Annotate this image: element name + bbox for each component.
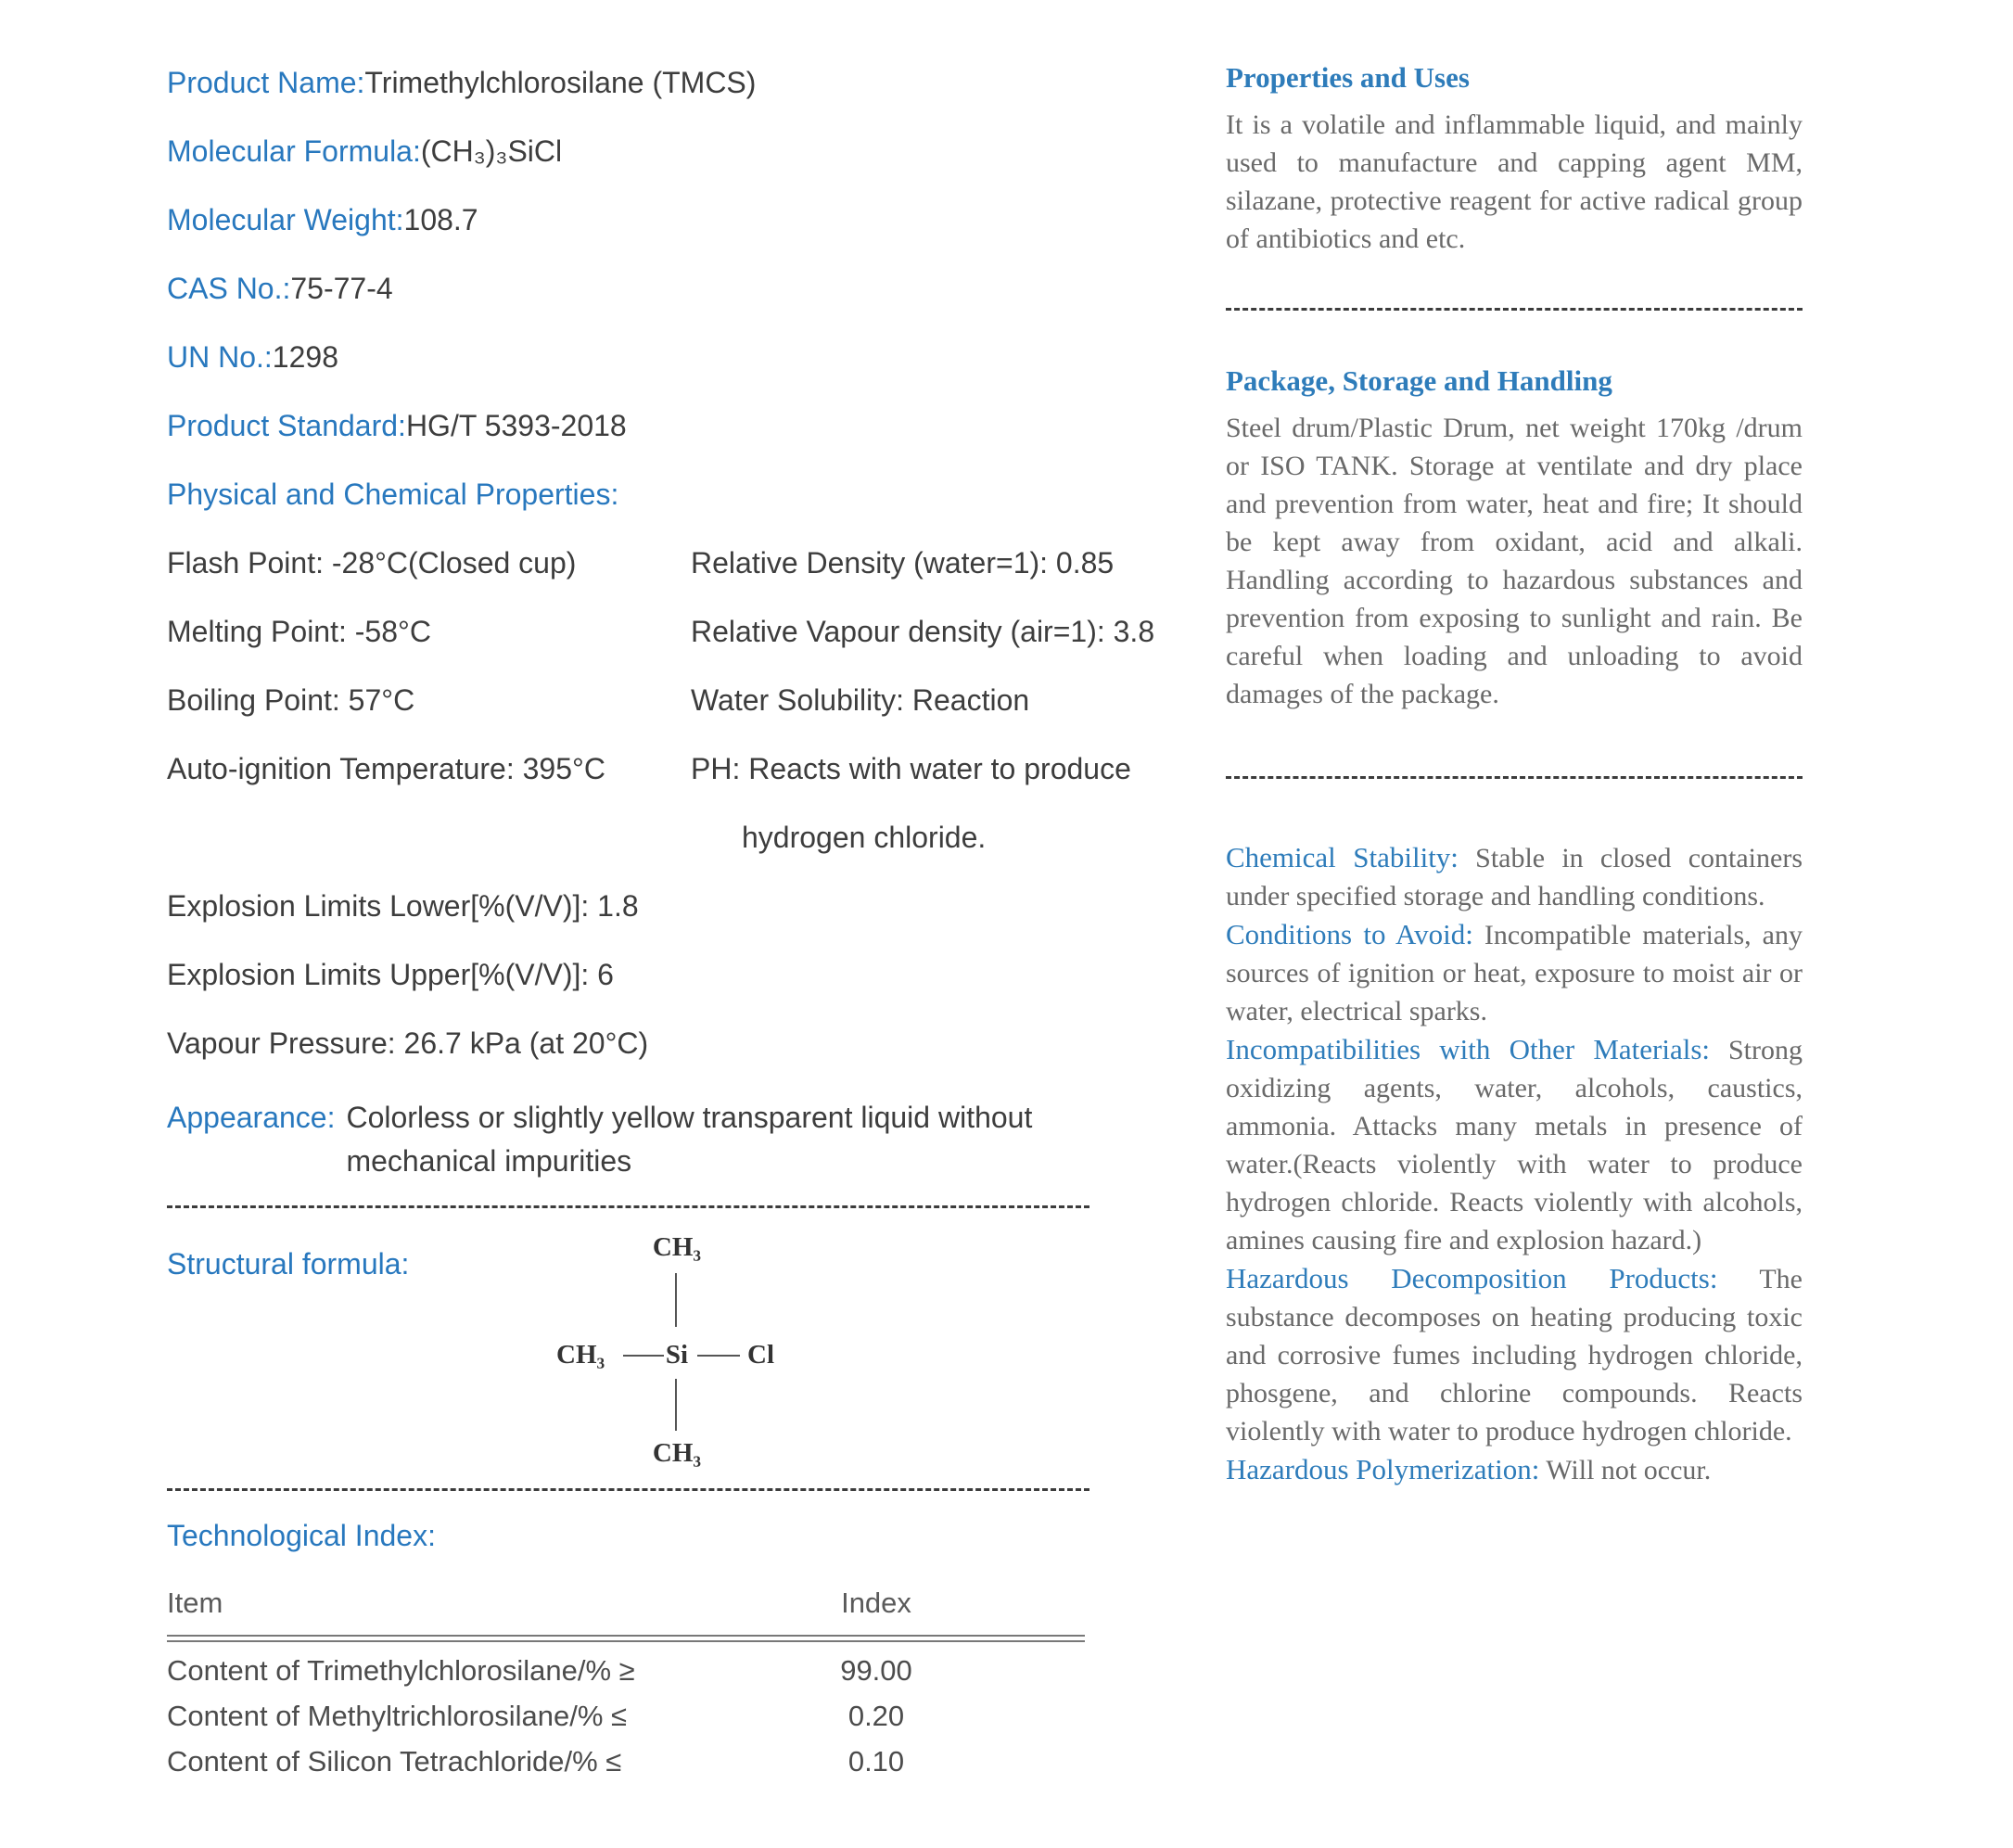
- chemical-stability-paragraph: [1226, 838, 1803, 915]
- vapour-pressure: Vapour Pressure: 26.7 kPa (at 20°C): [167, 1026, 649, 1060]
- table-header-row: [167, 1587, 1085, 1620]
- molecular-weight-label: Molecular Weight:: [167, 203, 404, 236]
- conditions-to-avoid-paragraph: [1226, 915, 1803, 1030]
- structural-formula-diagram: [556, 1232, 797, 1472]
- appearance-row: [167, 1096, 1205, 1183]
- molecular-formula-value: (CH₃)₃SiCl: [420, 134, 563, 168]
- water-solubility: Water Solubility: Reaction: [691, 683, 1030, 717]
- incompatibilities-label: Incompatibilities with Other Materials:: [1226, 1033, 1711, 1065]
- phys-row-flash: [167, 547, 1205, 579]
- stability-section: [1226, 838, 1803, 1489]
- hazardous-polymerization-paragraph: [1226, 1450, 1803, 1489]
- flash-point: Flash Point: -28°C(Closed cup): [167, 546, 577, 580]
- atom-ch3-bottom: CH₃: [652, 1438, 702, 1468]
- left-column: [167, 67, 1205, 1778]
- technological-index-header: Technological Index:: [167, 1519, 436, 1552]
- auto-ignition-temperature: Auto-ignition Temperature: 395°C: [167, 752, 605, 785]
- structural-formula-label: Structural formula:: [167, 1247, 410, 1281]
- table-double-rule: [167, 1635, 1085, 1642]
- product-name-row: [167, 67, 1205, 98]
- right-column: [1226, 61, 1803, 1489]
- index-methyltrichlorosilane: 0.20: [847, 1700, 905, 1732]
- explosion-limits-upper: Explosion Limits Upper[%(V/V)]: 6: [167, 958, 614, 991]
- boiling-point: Boiling Point: 57°C: [167, 683, 415, 717]
- product-standard-value: HG/T 5393-2018: [405, 409, 627, 442]
- relative-vapour-density: Relative Vapour density (air=1): 3.8: [691, 615, 1155, 648]
- technological-index-table: [167, 1587, 1085, 1778]
- hazardous-decomposition-paragraph: [1226, 1259, 1803, 1450]
- hazardous-polymerization-label: Hazardous Polymerization:: [1226, 1453, 1540, 1485]
- column-header-index: Index: [841, 1587, 911, 1619]
- dashed-separator: [1226, 308, 1803, 311]
- cas-no-row: [167, 273, 1205, 304]
- structural-formula-section: [167, 1232, 1205, 1472]
- bond-vertical-bottom: [675, 1379, 677, 1431]
- phys-row-boiling: [167, 684, 1205, 716]
- molecular-formula-row: [167, 135, 1205, 167]
- phys-row-melting: [167, 616, 1205, 647]
- bond-horizontal-left: [623, 1355, 664, 1357]
- item-trimethylchlorosilane: Content of Trimethylchlorosilane/% ≥: [167, 1654, 635, 1687]
- product-name-label: Product Name:: [167, 66, 365, 99]
- un-no-row: [167, 341, 1205, 373]
- item-silicon-tetrachloride: Content of Silicon Tetrachloride/% ≤: [167, 1745, 622, 1778]
- chemical-stability-text: Stable in closed containers under specified storage and handling conditions.: [1226, 843, 1803, 911]
- package-storage-handling-title: Package, Storage and Handling: [1226, 364, 1612, 397]
- properties-and-uses-title: Properties and Uses: [1226, 61, 1470, 94]
- dashed-separator: [1226, 776, 1803, 779]
- un-no-label: UN No.:: [167, 340, 273, 374]
- chemical-stability-label: Chemical Stability:: [1226, 841, 1459, 873]
- properties-and-uses-body: It is a volatile and inflammable liquid, and mainly used to manufacture and capping agent MM, silazane, protective reagent for active radical group of antibiotics and etc.: [1226, 109, 1803, 254]
- table-row: [167, 1654, 1085, 1688]
- bond-vertical-top: [675, 1273, 677, 1327]
- atom-ch3-left: CH₃: [556, 1340, 605, 1370]
- appearance-label: Appearance:: [167, 1101, 336, 1134]
- table-row: [167, 1700, 1085, 1733]
- item-methyltrichlorosilane: Content of Methyltrichlorosilane/% ≤: [167, 1700, 628, 1732]
- product-standard-row: [167, 410, 1205, 441]
- index-silicon-tetrachloride: 0.10: [847, 1745, 905, 1778]
- appearance-value: Colorless or slightly yellow transparent liquid without mechanical impurities: [346, 1101, 1033, 1178]
- molecular-weight-row: [167, 204, 1205, 236]
- hazardous-decomposition-text: The substance decomposes on heating producing toxic and corrosive fumes including hydrogen chloride, phosgene, and chlorine compounds. Reacts violently with water to produce hydrogen chloride.: [1226, 1264, 1803, 1447]
- incompatibilities-paragraph: [1226, 1030, 1803, 1259]
- physical-properties-header: Physical and Chemical Properties:: [167, 478, 619, 511]
- explosion-limits-lower: Explosion Limits Lower[%(V/V)]: 1.8: [167, 889, 639, 923]
- phys-row-autoignition: [167, 753, 1205, 784]
- atom-ch3-top: CH₃: [652, 1232, 702, 1262]
- conditions-to-avoid-label: Conditions to Avoid:: [1226, 918, 1473, 950]
- ph-continuation: hydrogen chloride.: [742, 821, 987, 854]
- dashed-separator: [167, 1488, 1089, 1491]
- package-storage-handling-section: [1226, 364, 1803, 713]
- column-header-item: Item: [167, 1587, 223, 1619]
- product-name-value: Trimethylchlorosilane (TMCS): [364, 66, 757, 99]
- relative-density: Relative Density (water=1): 0.85: [691, 546, 1115, 580]
- bond-horizontal-right: [697, 1355, 740, 1357]
- molecular-weight-value: 108.7: [403, 203, 478, 236]
- cas-no-label: CAS No.:: [167, 272, 291, 305]
- incompatibilities-text: Strong oxidizing agents, water, alcohols, caustics, ammonia. Attacks many metals in presence of water.(Reacts violently with water to produce hydrogen chloride. Reacts violently with alcohols, amines causing fire and explosion hazard.): [1226, 1035, 1803, 1255]
- hazardous-polymerization-text: Will not occur.: [1546, 1455, 1712, 1485]
- product-standard-label: Product Standard:: [167, 409, 406, 442]
- hazardous-decomposition-label: Hazardous Decomposition Products:: [1226, 1262, 1718, 1294]
- melting-point: Melting Point: -58°C: [167, 615, 431, 648]
- table-row: [167, 1745, 1085, 1778]
- dashed-separator: [167, 1205, 1089, 1208]
- cas-no-value: 75-77-4: [290, 272, 393, 305]
- index-trimethylchlorosilane: 99.00: [840, 1654, 912, 1687]
- ph-line: PH: Reacts with water to produce: [691, 752, 1131, 785]
- properties-and-uses-section: [1226, 61, 1803, 258]
- un-no-value: 1298: [272, 340, 338, 374]
- conditions-to-avoid-text: Incompatible materials, any sources of ignition or heat, exposure to moist air or water, electrical sparks.: [1226, 920, 1803, 1026]
- package-storage-handling-body: Steel drum/Plastic Drum, net weight 170kg /drum or ISO TANK. Storage at ventilate and dry place and prevention from water, heat and fire; It should be kept away from oxidant, acid and alkali. Handling according to hazardous substances and prevention from exposing to sunlight and rain. Be careful when loading and unloading to avoid damages of the package.: [1226, 413, 1803, 709]
- atom-cl: Cl: [747, 1340, 774, 1370]
- molecular-formula-label: Molecular Formula:: [167, 134, 421, 168]
- atom-si: Si: [665, 1340, 689, 1370]
